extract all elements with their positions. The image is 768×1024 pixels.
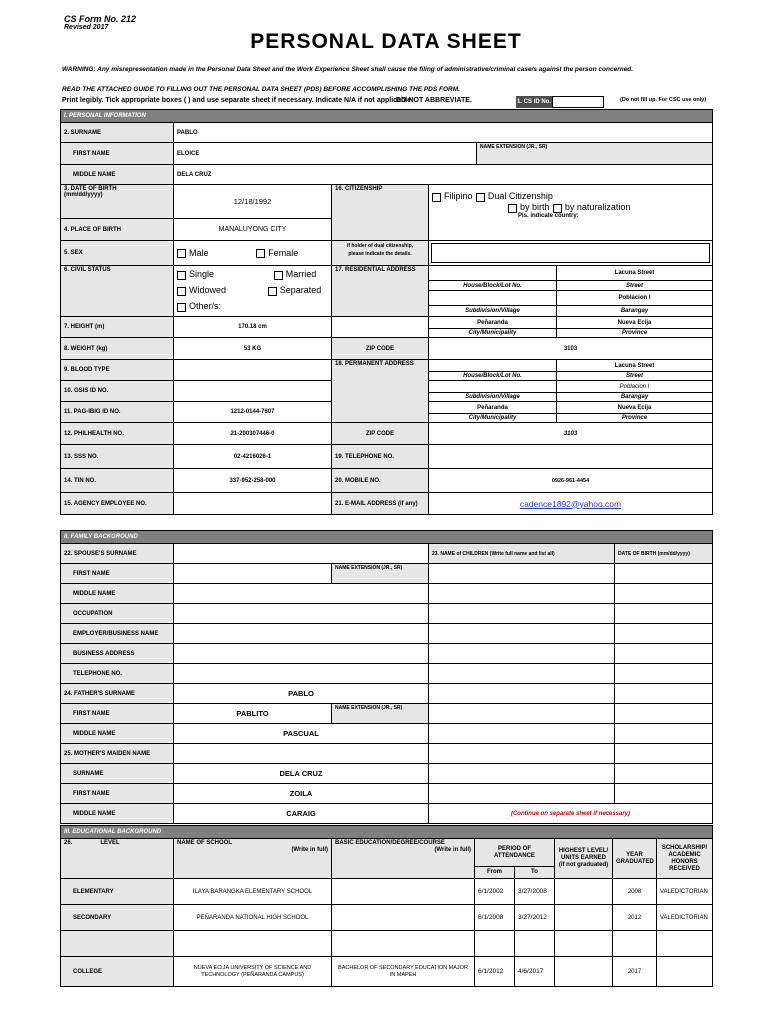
warning-text: WARNING: Any misrepresentation made in the Personal Data Sheet and the Work Experience Sheet shall cause the filing of administrative/criminal case/s against the person concerned. [62, 66, 634, 73]
edu-year[interactable] [613, 931, 657, 957]
edu-school[interactable] [174, 931, 332, 957]
table-row [61, 931, 713, 957]
edu-school[interactable]: ILAYA BARANGKA ELEMENTARY SCHOOL [174, 879, 332, 905]
child-name-2[interactable] [429, 584, 615, 604]
surname-label: 2. SURNAME [61, 123, 174, 143]
child-dob-11[interactable] [615, 764, 713, 784]
by-birth-checkbox[interactable] [508, 204, 517, 213]
child-name-3[interactable] [429, 604, 615, 624]
edu-honors[interactable]: VALEDICTORIAN [657, 905, 713, 931]
course-header-note: (Write in full) [434, 847, 471, 853]
father-name-ext-label: NAME EXTENSION (JR., SR) [332, 704, 429, 724]
separated-label: Separated [279, 285, 322, 295]
res-province-field[interactable]: Nueva Ecija [557, 317, 713, 329]
year-header: YEAR GRADUATED [613, 839, 657, 879]
philhealth-field[interactable]: 21-200307446-0 [174, 423, 332, 445]
spouse-surname-label: 22. SPOUSE'S SURNAME [61, 544, 174, 564]
children-dob-label: DATE OF BIRTH (mm/dd/yyyy) [615, 544, 713, 564]
edu-from[interactable]: 6/1/2008 [475, 905, 515, 931]
edu-honors[interactable] [657, 957, 713, 987]
business-address-field[interactable] [174, 644, 429, 664]
pob-label: 4. PLACE OF BIRTH [61, 219, 174, 241]
city-sublabel: City/Municipality [429, 329, 557, 338]
child-dob-5[interactable] [615, 644, 713, 664]
weight-label: 8. WEIGHT (kg) [61, 338, 174, 360]
perm-street-sublabel: Street [557, 372, 713, 381]
read-guide-text: READ THE ATTACHED GUIDE TO FILLING OUT THE PERSONAL DATA SHEET (PDS) BEFORE ACCOMPLISHING THE PDS FORM. [62, 86, 460, 93]
firstname-label: FIRST NAME [61, 143, 174, 165]
children-label: 23. NAME of CHILDREN (Write full name and list all) [429, 544, 615, 564]
section-personal-info: I. PERSONAL INFORMATION [61, 110, 713, 123]
honors-header: SCHOLARSHIP/ ACADEMIC HONORS RECEIVED [657, 839, 713, 879]
blood-type-label: 9. BLOOD TYPE [61, 360, 174, 381]
school-header-note: (Write in full) [291, 847, 328, 853]
res-subdivision-field[interactable] [429, 291, 557, 306]
by-naturalization-label: by naturalization [564, 201, 631, 212]
civil-status-label: 6. CIVIL STATUS [61, 266, 174, 317]
child-dob-9[interactable] [615, 724, 713, 744]
barangay-sublabel: Barangay [557, 306, 713, 317]
instructions-row [60, 96, 712, 108]
edu-to[interactable]: 3/27/2008 [515, 879, 555, 905]
separated-checkbox[interactable] [268, 287, 277, 296]
dob-sub-label: (mm/dd/yyyy) [64, 192, 103, 198]
spouse-telephone-label: TELEPHONE NO. [61, 664, 174, 684]
father-surname-label: 24. FATHER'S SURNAME [61, 684, 174, 704]
telephone-label: 19. TELEPHONE NO. [332, 445, 429, 469]
father-firstname-label: FIRST NAME [61, 704, 174, 724]
child-name-9[interactable] [429, 724, 615, 744]
child-name-12[interactable] [429, 784, 615, 804]
edu-course[interactable] [332, 905, 475, 931]
child-dob-1[interactable] [615, 564, 713, 584]
philhealth-label: 12. PHILHEALTH NO. [61, 423, 174, 445]
res-zip-label: ZIP CODE [332, 338, 429, 360]
edu-year[interactable]: 2008 [613, 879, 657, 905]
pagibig-label: 11. PAG-IBIG ID NO. [61, 402, 174, 423]
level-header: LEVEL [100, 840, 120, 846]
father-firstname-field[interactable]: PABLITO [174, 704, 332, 724]
filipino-checkbox[interactable] [432, 193, 441, 202]
filipino-label: Filipino [444, 191, 473, 201]
do-not-abbreviate-text: DO NOT ABBREVIATE. [396, 97, 472, 104]
spouse-surname-field[interactable] [174, 544, 429, 564]
edu-level: SECONDARY [61, 905, 174, 931]
male-checkbox[interactable] [177, 249, 186, 258]
gsis-label: 10. GSIS ID NO. [61, 381, 174, 402]
single-label: Single [189, 269, 215, 279]
agency-employee-field[interactable] [174, 493, 332, 515]
country-field[interactable] [431, 243, 710, 263]
edu-to[interactable]: 4/6/2017 [515, 957, 555, 987]
cs-id-field[interactable] [552, 96, 604, 108]
from-header: From [475, 867, 515, 879]
father-middlename-field[interactable]: PASCUAL [174, 724, 429, 744]
perm-house-sublabel: House/Block/Lot No. [429, 372, 557, 381]
middlename-label: MIDDLE NAME [61, 165, 174, 185]
child-name-7[interactable] [429, 684, 615, 704]
child-dob-3[interactable] [615, 604, 713, 624]
res-house-field[interactable] [429, 266, 557, 281]
perm-city-field[interactable]: Peñaranda [429, 402, 557, 414]
middlename-field[interactable]: DELA CRUZ [174, 165, 713, 185]
edu-school[interactable]: NUEVA ECIJA UNIVERSITY OF SCIENCE AND TECHNOLOGY (PEÑARANDA CAMPUS) [174, 957, 332, 987]
continue-note: (Continue on separate sheet if necessary) [429, 804, 713, 824]
section-family-background: II. FAMILY BACKGROUND [61, 531, 713, 544]
dual-note-1: If holder of dual citizenship, [346, 243, 414, 249]
edu-units[interactable] [555, 905, 613, 931]
edu-level: ELEMENTARY [61, 879, 174, 905]
table-row [61, 879, 713, 905]
edu-units[interactable] [555, 957, 613, 987]
occupation-label: OCCUPATION [61, 604, 174, 624]
table-row [61, 957, 713, 987]
res-zip-field[interactable]: 3103 [429, 338, 713, 360]
female-label: Female [268, 247, 299, 258]
others-checkbox[interactable] [177, 303, 186, 312]
mobile-field[interactable]: 0926-961-4454 [429, 469, 713, 493]
single-checkbox[interactable] [177, 271, 186, 280]
spouse-middlename-label: MIDDLE NAME [61, 584, 174, 604]
res-barangay-field[interactable]: Poblacion I [557, 291, 713, 306]
spouse-name-ext-label: NAME EXTENSION (JR., SR) [332, 564, 429, 584]
tin-label: 14. TIN NO. [61, 469, 174, 493]
perm-zip-label: ZIP CODE [332, 423, 429, 445]
height-field[interactable]: 170.18 cm [174, 317, 332, 338]
mother-maiden-label: 25. MOTHER'S MAIDEN NAME [61, 744, 174, 764]
child-dob-7[interactable] [615, 684, 713, 704]
by-naturalization-checkbox[interactable] [553, 204, 562, 213]
edu-course[interactable] [332, 931, 475, 957]
widowed-checkbox[interactable] [177, 287, 186, 296]
edu-honors[interactable] [657, 931, 713, 957]
child-name-6[interactable] [429, 664, 615, 684]
street-sublabel: Street [557, 280, 713, 291]
edu-school[interactable]: PEÑARANDA NATIONAL HIGH SCHOOL [174, 905, 332, 931]
res-street-field[interactable]: Lacuna Street [557, 266, 713, 281]
child-dob-8[interactable] [615, 704, 713, 724]
firstname-field[interactable]: ELOICE [174, 143, 477, 165]
child-dob-10[interactable] [615, 744, 713, 764]
perm-province-field[interactable]: Nueva Ecija [557, 402, 713, 414]
residential-address-label: 17. RESIDENTIAL ADDRESS [332, 266, 429, 317]
mobile-label: 20. MOBILE NO. [332, 469, 429, 493]
perm-province-sublabel: Province [557, 414, 713, 423]
school-header: NAME OF SCHOOL [177, 840, 232, 846]
form-revision: Revised 2017 [64, 24, 109, 31]
surname-field[interactable]: PABLO [174, 123, 713, 143]
employer-field[interactable] [174, 624, 429, 644]
permanent-address-label: 18. PERMANENT ADDRESS [332, 360, 429, 423]
units-header: HIGHEST LEVEL/ UNITS EARNED (if not graduated) [555, 839, 613, 879]
edu-honors[interactable]: VALEDICTORIAN [657, 879, 713, 905]
married-label: Married [285, 269, 317, 279]
child-name-5[interactable] [429, 644, 615, 664]
perm-barangay-sublabel: Barangay [557, 393, 713, 402]
province-sublabel: Province [557, 329, 713, 338]
family-background-table [60, 530, 713, 824]
email-link[interactable]: cadence1892@yahoo.com [519, 498, 622, 509]
telephone-field[interactable] [429, 445, 713, 469]
child-dob-4[interactable] [615, 624, 713, 644]
tin-field[interactable]: 337-952-258-000 [174, 469, 332, 493]
agency-employee-label: 15. AGENCY EMPLOYEE NO. [61, 493, 174, 515]
child-name-8[interactable] [429, 704, 615, 724]
edu-year[interactable]: 2017 [613, 957, 657, 987]
perm-city-sublabel: City/Municipality [429, 414, 557, 423]
child-dob-6[interactable] [615, 664, 713, 684]
mother-middlename-label: MIDDLE NAME [61, 804, 174, 824]
personal-info-table [60, 109, 713, 515]
pds-form [60, 12, 712, 1002]
pagibig-field[interactable]: 1212-0144-7607 [174, 402, 332, 423]
perm-house-field[interactable] [429, 360, 557, 372]
edu-to[interactable] [515, 931, 555, 957]
page-title: PERSONAL DATA SHEET [250, 30, 522, 53]
others-label: Other/s: [189, 301, 222, 311]
dual-citizenship-checkbox[interactable] [476, 193, 485, 202]
edu-units[interactable] [555, 931, 613, 957]
edu-course[interactable]: BACHELOR OF SECONDARY EDUCATION MAJOR IN MAPEH [332, 957, 475, 987]
edu-course[interactable] [332, 879, 475, 905]
child-name-4[interactable] [429, 624, 615, 644]
spouse-firstname-field[interactable] [174, 564, 332, 584]
spouse-telephone-field[interactable] [174, 664, 429, 684]
height-label: 7. HEIGHT (m) [61, 317, 174, 338]
child-dob-2[interactable] [615, 584, 713, 604]
house-sublabel: House/Block/Lot No. [429, 280, 557, 291]
sss-field[interactable]: 02-4216026-1 [174, 445, 332, 469]
perm-zip-field[interactable]: 3103 [429, 423, 713, 445]
dual-note-2: please indicate the details. [348, 251, 412, 257]
table-row [61, 905, 713, 931]
perm-street-field[interactable]: Lacuna Street [557, 360, 713, 372]
gsis-field[interactable] [174, 381, 332, 402]
father-middlename-label: MIDDLE NAME [61, 724, 174, 744]
spouse-firstname-label: FIRST NAME [61, 564, 174, 584]
perm-subdivision-field[interactable] [429, 381, 557, 393]
course-header: BASIC EDUCATION/DEGREE/COURSE [335, 840, 445, 846]
blood-type-field[interactable] [174, 360, 332, 381]
edu-from[interactable]: 6/1/2012 [475, 957, 515, 987]
edu-level [61, 931, 174, 957]
perm-subdivision-sublabel: Subdivision/Village [429, 393, 557, 402]
edu-level: COLLEGE [61, 957, 174, 987]
female-checkbox[interactable] [256, 249, 265, 258]
perm-barangay-field[interactable]: Poblacion I [557, 381, 713, 393]
period-header: PERIOD OF ATTENDANCE [475, 839, 555, 867]
married-checkbox[interactable] [274, 271, 283, 280]
mother-firstname-field[interactable]: ZOILA [174, 784, 429, 804]
employer-label: EMPLOYER/BUSINESS NAME [61, 624, 174, 644]
email-label: 21. E-MAIL ADDRESS (if any) [332, 493, 429, 515]
mother-surname-label: SURNAME [61, 764, 174, 784]
child-name-11[interactable] [429, 764, 615, 784]
pob-field[interactable]: MANALUYONG CITY [174, 219, 332, 241]
edu-from[interactable] [475, 931, 515, 957]
dob-label: 3. DATE OF BIRTH [64, 186, 117, 192]
mother-middlename-field[interactable]: CARAIG [174, 804, 429, 824]
child-name-10[interactable] [429, 744, 615, 764]
child-dob-12[interactable] [615, 784, 713, 804]
cs-id-note: (Do not fill up. For CSC use only) [620, 97, 707, 103]
male-label: Male [189, 247, 209, 258]
widowed-label: Widowed [189, 285, 227, 295]
to-header: To [515, 867, 555, 879]
business-address-label: BUSINESS ADDRESS [61, 644, 174, 664]
by-birth-label: by birth [520, 201, 550, 212]
father-surname-field[interactable]: PABLO [174, 684, 429, 704]
citizenship-label: 16. CITIZENSHIP [332, 185, 429, 241]
education-num: 26. [64, 840, 73, 846]
edu-from[interactable]: 6/1/2002 [475, 879, 515, 905]
edu-to[interactable]: 3/27/2012 [515, 905, 555, 931]
print-legibly-text: Print legibly. Tick appropriate boxes ( ) and use separate sheet if necessary. Indicate N/A if not applicable. [62, 97, 414, 104]
sss-label: 13. SSS NO. [61, 445, 174, 469]
weight-field[interactable]: 53 KG [174, 338, 332, 360]
edu-units[interactable] [555, 879, 613, 905]
form-number: CS Form No. 212 [64, 14, 137, 24]
occupation-field[interactable] [174, 604, 429, 624]
subdivision-sublabel: Subdivision/Village [429, 306, 557, 317]
cs-id-label: 1. CS ID No. [516, 96, 552, 108]
dob-field[interactable]: 12/18/1992 [174, 185, 332, 219]
pls-indicate-country-label: Pls. indicate country: [518, 212, 579, 219]
dual-citizenship-label: Dual Citizenship [487, 191, 553, 201]
sex-label: 5. SEX [61, 241, 174, 266]
edu-year[interactable]: 2012 [613, 905, 657, 931]
spouse-middlename-field[interactable] [174, 584, 429, 604]
name-extension-label: NAME EXTENSION (JR., SR) [477, 143, 713, 165]
mother-surname-field[interactable]: DELA CRUZ [174, 764, 429, 784]
child-name-1[interactable] [429, 564, 615, 584]
education-table [60, 825, 713, 987]
res-city-field[interactable]: Peñaranda [429, 317, 557, 329]
mother-firstname-label: FIRST NAME [61, 784, 174, 804]
section-education: III. EDUCATIONAL BACKGROUND [61, 826, 713, 839]
